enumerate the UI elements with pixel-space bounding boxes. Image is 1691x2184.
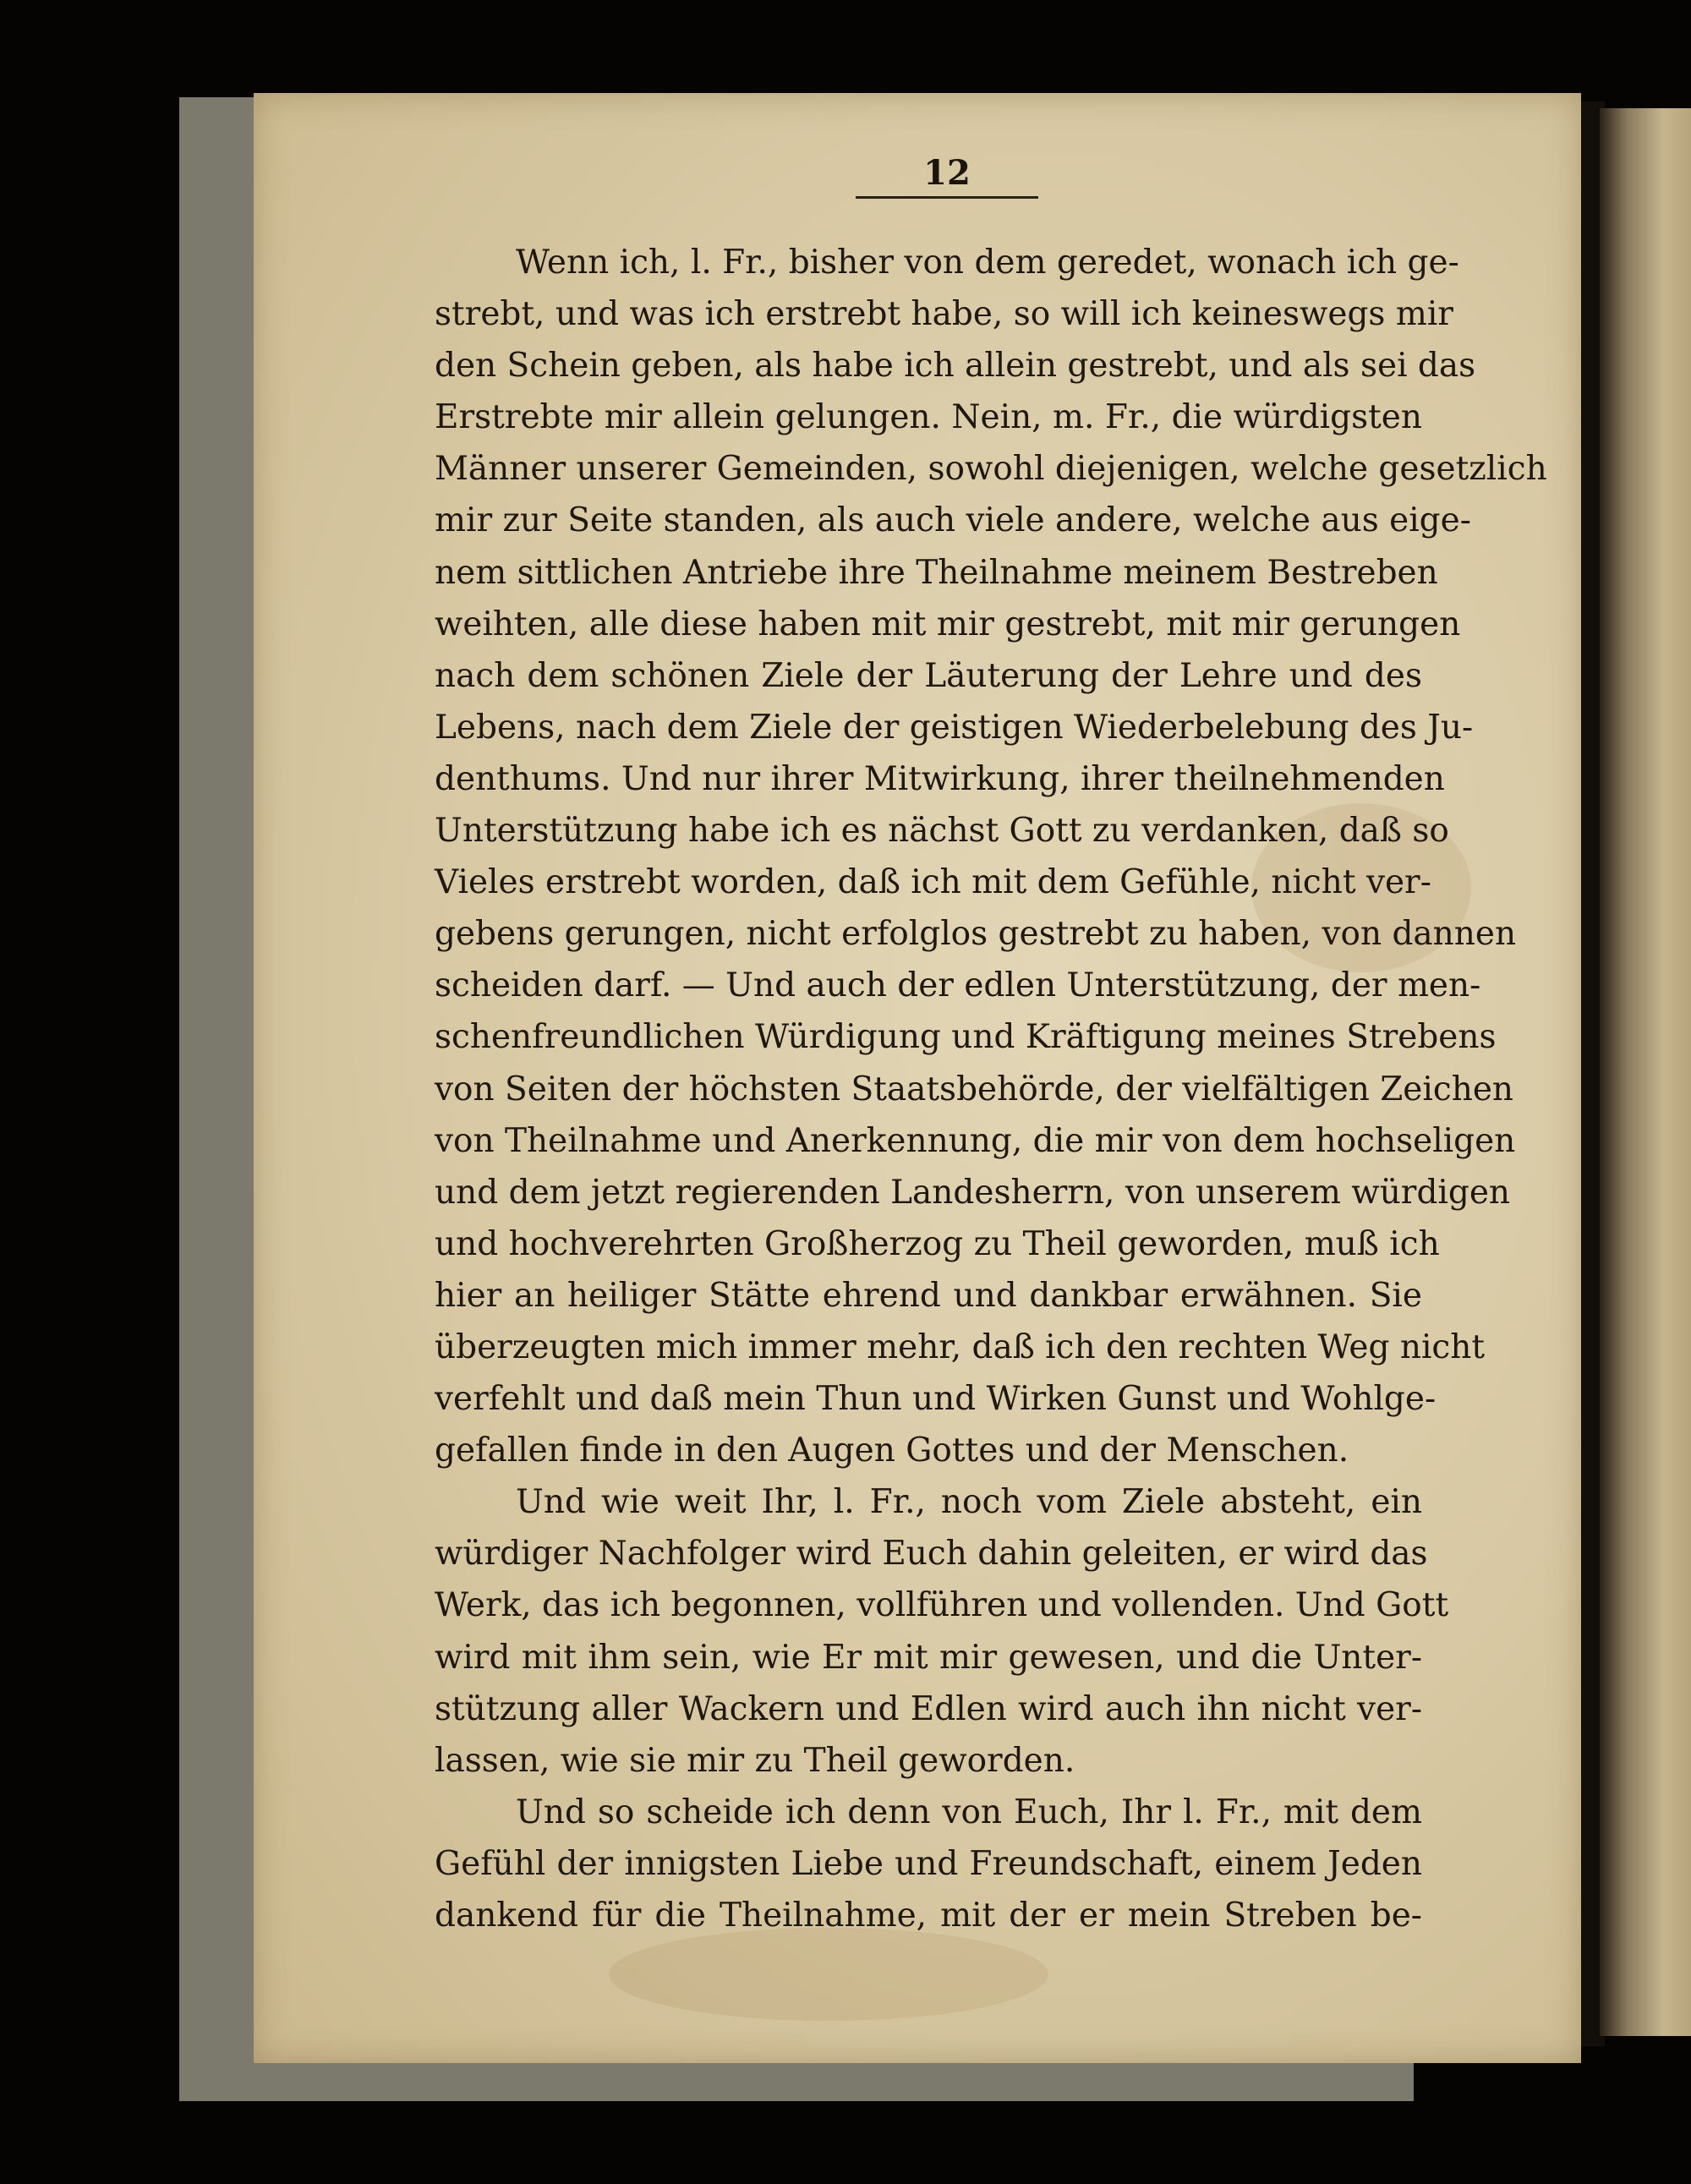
text-line: Unterstützung habe ich es nächst Gott zu verdanken, daß so	[435, 812, 1449, 851]
text-line: Erstrebte mir allein gelungen. Nein, m. Fr., die würdigsten	[435, 398, 1422, 437]
text-line: dankend für die Theilnahme, mit der er mein Streben be-	[435, 1897, 1422, 1935]
text-line: von Seiten der höchsten Staatsbehörde, der vielfältigen Zeichen	[435, 1070, 1514, 1108]
text-line: verfehlt und daß mein Thun und Wirken Gunst und Wohlge-	[435, 1380, 1437, 1419]
text-line: und dem jetzt regierenden Landesherrn, von unserem würdigen	[435, 1173, 1511, 1212]
text-line: Vieles erstrebt worden, daß ich mit dem Gefühle, nicht ver-	[435, 863, 1431, 902]
text-line: Wenn ich, l. Fr., bisher von dem geredet, wonach ich ge-	[516, 244, 1459, 282]
text-line: Gefühl der innigsten Liebe und Freundschaft, einem Jeden	[435, 1844, 1422, 1883]
text-line: mir zur Seite standen, als auch viele andere, welche aus eige-	[435, 501, 1471, 540]
text-line: Und wie weit Ihr, l. Fr., noch vom Ziele absteht, ein	[516, 1483, 1422, 1522]
paper-stain	[609, 1928, 1048, 2021]
text-line: Und so scheide ich denn von Euch, Ihr l. Fr., mit dem	[516, 1793, 1422, 1831]
text-line: hier an heiliger Stätte ehrend und dankbar erwähnen. Sie	[435, 1276, 1422, 1315]
text-line: gefallen finde in den Augen Gottes und der Menschen.	[435, 1431, 1349, 1470]
text-line: weihten, alle diese haben mit mir gestrebt, mit mir gerungen	[435, 605, 1461, 643]
text-line: Lebens, nach dem Ziele der geistigen Wiederbelebung des Ju-	[435, 708, 1474, 747]
text-line: nem sittlichen Antriebe ihre Theilnahme meinem Bestreben	[435, 553, 1438, 592]
text-line: scheiden darf. — Und auch der edlen Unterstützung, der men-	[435, 966, 1481, 1005]
text-line: wird mit ihm sein, wie Er mit mir gewesen, und die Unter-	[435, 1638, 1422, 1677]
page-header	[856, 154, 1038, 199]
page-number: 12	[923, 153, 971, 193]
text-line: schenfreundlichen Würdigung und Kräftigung meines Strebens	[435, 1018, 1497, 1057]
text-line: und hochverehrten Großherzog zu Theil geworden, muß ich	[435, 1224, 1440, 1263]
text-line: von Theilnahme und Anerkennung, die mir von dem hochseligen	[435, 1121, 1516, 1160]
header-rule	[856, 196, 1038, 199]
facing-page-edge	[1600, 108, 1691, 2036]
text-line: den Schein geben, als habe ich allein gestrebt, und als sei das	[435, 347, 1476, 386]
text-line: nach dem schönen Ziele der Läuterung der Lehre und des	[435, 656, 1422, 695]
text-line: gebens gerungen, nicht erfolglos gestrebt zu haben, von dannen	[435, 915, 1517, 954]
text-line: würdiger Nachfolger wird Euch dahin geleiten, er wird das	[435, 1535, 1428, 1574]
body-text	[435, 237, 1547, 1941]
text-line: denthums. Und nur ihrer Mitwirkung, ihrer theilnehmenden	[435, 759, 1445, 798]
book-page	[254, 93, 1581, 2063]
text-line: Männer unserer Gemeinden, sowohl diejenigen, welche gesetzlich	[435, 450, 1547, 489]
text-line: überzeugten mich immer mehr, daß ich den rechten Weg nicht	[435, 1327, 1486, 1366]
text-line: stützung aller Wackern und Edlen wird auch ihn nicht ver-	[435, 1689, 1422, 1728]
text-line: lassen, wie sie mir zu Theil geworden.	[435, 1741, 1075, 1780]
text-line: Werk, das ich begonnen, vollführen und vollenden. Und Gott	[435, 1586, 1449, 1625]
text-line: strebt, und was ich erstrebt habe, so will ich keineswegs mir	[435, 295, 1453, 334]
